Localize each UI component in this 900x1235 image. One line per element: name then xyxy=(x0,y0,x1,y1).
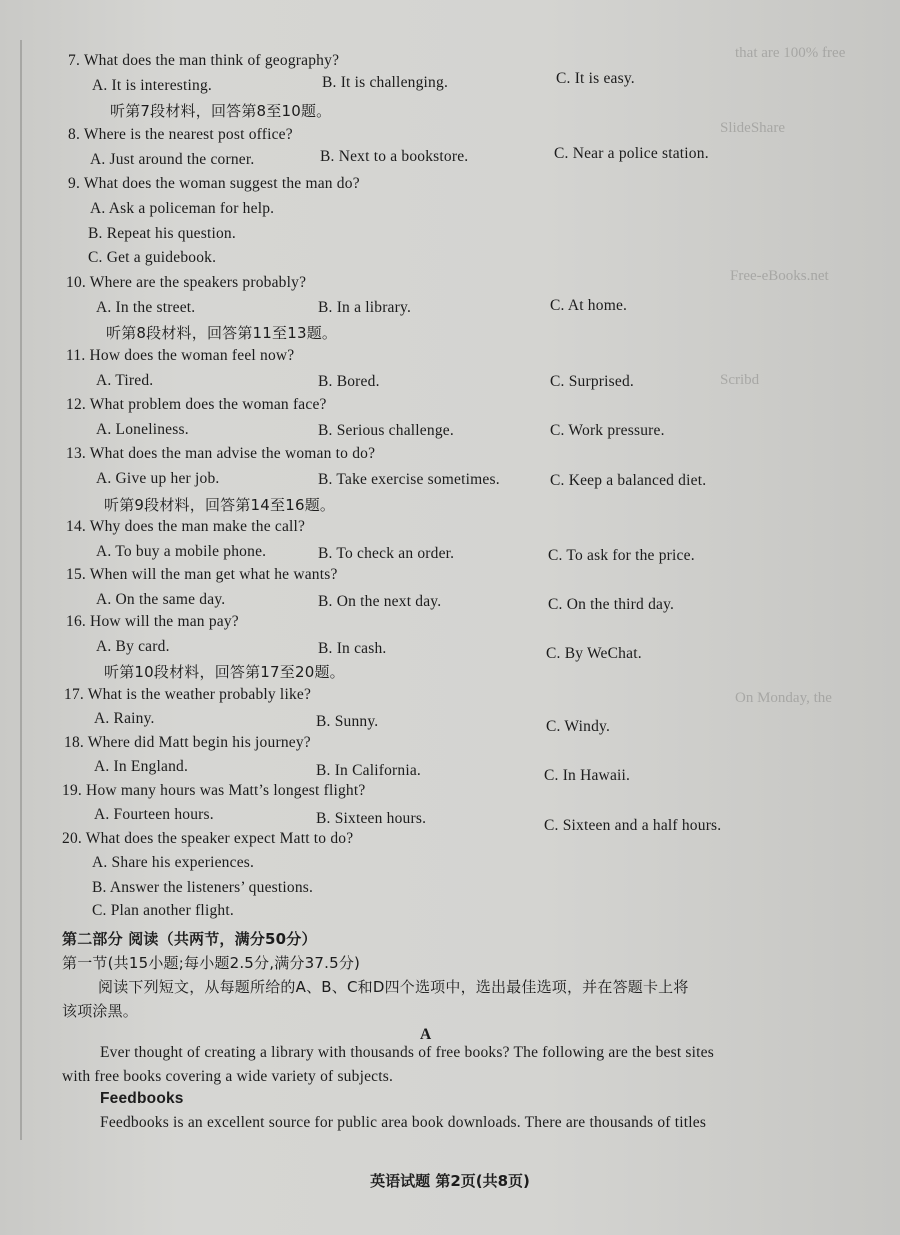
bleed-through: Scribd xyxy=(720,372,760,388)
option-18c: C. In Hawaii. xyxy=(544,767,631,784)
option-9b: B. Repeat his question. xyxy=(88,225,236,242)
page-fold-shadow xyxy=(20,40,22,1140)
option-20a: A. Share his experiences. xyxy=(92,854,255,871)
question-15: 15. When will the man get what he wants? xyxy=(66,566,338,583)
option-19b: B. Sixteen hours. xyxy=(316,810,427,827)
question-20: 20. What does the speaker expect Matt to do? xyxy=(62,830,354,847)
option-17b: B. Sunny. xyxy=(316,713,379,730)
instruction-10: 听第10段材料，回答第17至20题。 xyxy=(104,663,345,681)
option-16b: B. In cash. xyxy=(318,640,387,657)
option-16c: C. By WeChat. xyxy=(546,645,642,662)
option-9a: A. Ask a policeman for help. xyxy=(90,200,275,217)
bleed-through: On Monday, the xyxy=(735,690,832,706)
option-15b: B. On the next day. xyxy=(318,593,442,610)
directions-line-2: 该项涂黑。 xyxy=(62,1002,139,1020)
option-12c: C. Work pressure. xyxy=(550,422,665,439)
option-14b: B. To check an order. xyxy=(318,545,455,562)
question-7: 7. What does the man think of geography? xyxy=(68,52,340,69)
option-7c: C. It is easy. xyxy=(556,70,635,87)
option-7a: A. It is interesting. xyxy=(92,77,213,94)
option-13b: B. Take exercise sometimes. xyxy=(318,471,500,488)
option-19a: A. Fourteen hours. xyxy=(94,806,214,823)
instruction-8: 听第8段材料，回答第11至13题。 xyxy=(106,324,338,342)
instruction-7: 听第7段材料，回答第8至10题。 xyxy=(110,102,332,120)
option-10a: A. In the street. xyxy=(96,299,196,316)
bleed-through: that are 100% free xyxy=(735,45,846,61)
question-10: 10. Where are the speakers probably? xyxy=(66,274,307,291)
section1-heading: 第一节(共15小题;每小题2.5分,满分37.5分) xyxy=(62,954,361,972)
option-8b: B. Next to a bookstore. xyxy=(320,148,469,165)
option-20b: B. Answer the listeners’ questions. xyxy=(92,879,314,896)
option-11b: B. Bored. xyxy=(318,373,380,390)
question-9: 9. What does the woman suggest the man do? xyxy=(68,175,360,192)
page-footer: 英语试题 第2页(共8页) xyxy=(370,1172,530,1190)
passage-intro-1: Ever thought of creating a library with thousands of free books? The following are the best sites xyxy=(100,1044,714,1061)
passage-intro-2: with free books covering a wide variety of subjects. xyxy=(62,1068,394,1085)
option-20c: C. Plan another flight. xyxy=(92,902,234,919)
question-12: 12. What problem does the woman face? xyxy=(66,396,327,413)
question-17: 17. What is the weather probably like? xyxy=(64,686,312,703)
option-15c: C. On the third day. xyxy=(548,596,675,613)
option-11c: C. Surprised. xyxy=(550,373,634,390)
option-16a: A. By card. xyxy=(96,638,170,655)
instruction-9: 听第9段材料，回答第14至16题。 xyxy=(104,496,336,514)
question-18: 18. Where did Matt begin his journey? xyxy=(64,734,311,751)
question-14: 14. Why does the man make the call? xyxy=(66,518,306,535)
question-16: 16. How will the man pay? xyxy=(66,613,239,630)
option-13c: C. Keep a balanced diet. xyxy=(550,472,707,489)
passage-body-1: Feedbooks is an excellent source for public area book downloads. There are thousands of titles xyxy=(100,1114,707,1131)
question-19: 19. How many hours was Matt’s longest flight? xyxy=(62,782,366,799)
option-19c: C. Sixteen and a half hours. xyxy=(544,817,722,834)
option-11a: A. Tired. xyxy=(96,372,154,389)
question-13: 13. What does the man advise the woman to do? xyxy=(66,445,376,462)
directions-line-1: 阅读下列短文，从每题所给的A、B、C和D四个选项中，选出最佳选项，并在答题卡上将 xyxy=(98,978,689,996)
option-13a: A. Give up her job. xyxy=(96,470,220,487)
option-12b: B. Serious challenge. xyxy=(318,422,454,439)
part2-heading: 第二部分 阅读（共两节，满分50分） xyxy=(62,930,317,948)
subhead-feedbooks: Feedbooks xyxy=(100,1090,184,1107)
option-12a: A. Loneliness. xyxy=(96,421,189,438)
option-15a: A. On the same day. xyxy=(96,591,226,608)
option-14c: C. To ask for the price. xyxy=(548,547,695,564)
option-18a: A. In England. xyxy=(94,758,189,775)
question-11: 11. How does the woman feel now? xyxy=(66,347,295,364)
option-9c: C. Get a guidebook. xyxy=(88,249,217,266)
option-18b: B. In California. xyxy=(316,762,421,779)
option-17a: A. Rainy. xyxy=(94,710,155,727)
bleed-through: SlideShare xyxy=(720,120,785,136)
passage-label: A xyxy=(420,1026,432,1043)
option-8a: A. Just around the corner. xyxy=(90,151,255,168)
option-10c: C. At home. xyxy=(550,297,628,314)
option-14a: A. To buy a mobile phone. xyxy=(96,543,267,560)
option-7b: B. It is challenging. xyxy=(322,74,449,91)
option-17c: C. Windy. xyxy=(546,718,611,735)
question-8: 8. Where is the nearest post office? xyxy=(68,126,293,143)
option-10b: B. In a library. xyxy=(318,299,412,316)
bleed-through: Free-eBooks.net xyxy=(730,268,829,284)
option-8c: C. Near a police station. xyxy=(554,145,709,162)
